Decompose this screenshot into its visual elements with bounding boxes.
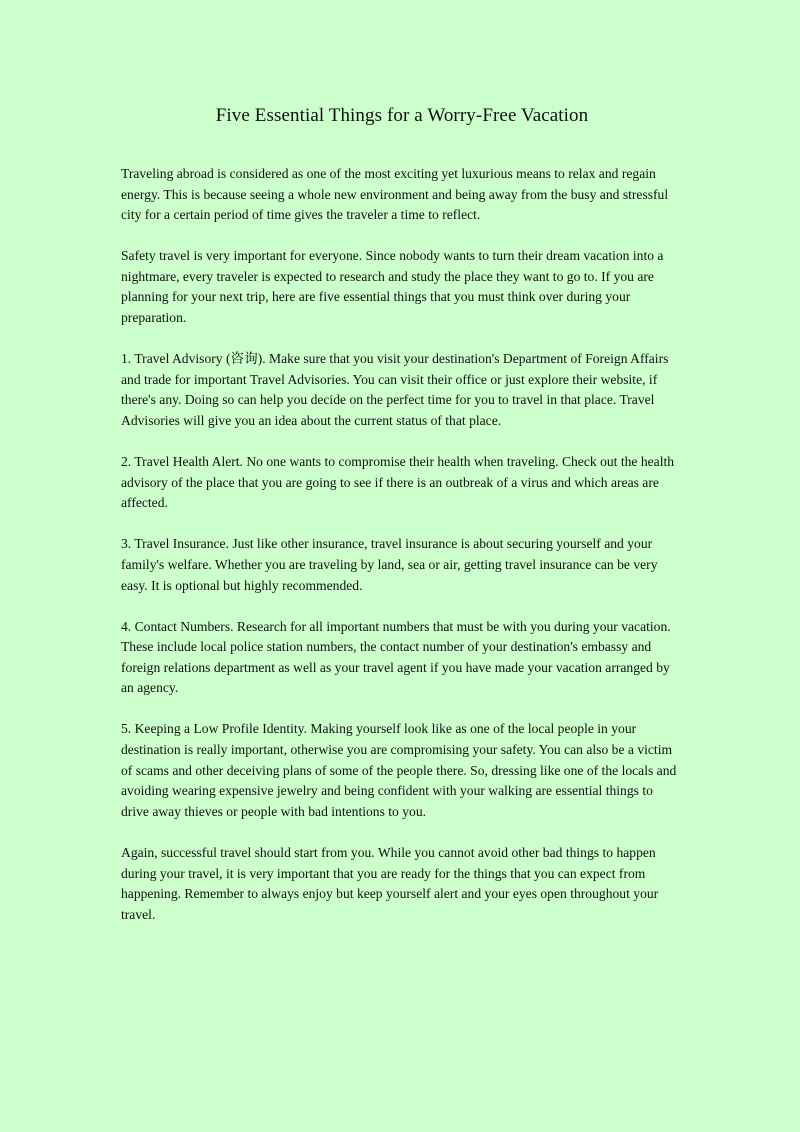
item-travel-insurance: 3. Travel Insurance. Just like other insurance, travel insurance is about securing yourself and your family's welfare. Whether you are traveling by land, sea or air, getting travel insurance can be very easy. It is optional but highly recommended. xyxy=(121,536,658,593)
closing-paragraph: Again, successful travel should start from you. While you cannot avoid other bad things to happen during your travel, it is very important that you are ready for the things that you can expect from happening. Remember to always enjoy but keep yourself alert and your eyes open throughout your travel. xyxy=(121,844,659,922)
intro-paragraph: Traveling abroad is considered as one of the most exciting yet luxurious means to relax and regain energy. This is because seeing a whole new environment and being away from the busy and stressful city for a certain period of time gives the traveler a time to reflect. xyxy=(121,166,669,223)
item-low-profile-identity: 5. Keeping a Low Profile Identity. Making yourself look like as one of the local people in your destination is really important, otherwise you are compromising your safety. You can also be a victim of scams and other deceiving plans of some of the people there. So, dressing like one of the locals and avoiding wearing expensive jewelry and being confident with your walking are essential things to drive away thieves or people with bad intentions to you. xyxy=(121,721,677,819)
item-travel-advisory: 1. Travel Advisory (咨询). Make sure that you visit your destination's Department of Foreign Affairs and trade for important Travel Advisories. You can visit their office or just explore their website, if there's any. Doing so can help you decide on the perfect time for you to travel in that place. Travel Advisories will give you an idea about the current status of that place. xyxy=(121,351,669,428)
safety-paragraph: Safety travel is very important for everyone. Since nobody wants to turn their dream vacation into a nightmare, every traveler is expected to research and study the place they want to go to. If you are planning for your next trip, here are five essential things that you must think over during your preparation. xyxy=(121,248,664,326)
item-contact-numbers: 4. Contact Numbers. Research for all important numbers that must be with you during your vacation. These include local police station numbers, the contact number of your destination's embassy and foreign relations department as well as your travel agent if you have made your vacation arranged by an agency. xyxy=(121,618,671,696)
document-title: Five Essential Things for a Worry-Free Vacation xyxy=(215,105,589,126)
item-travel-health-alert: 2. Travel Health Alert. No one wants to compromise their health when traveling. Check out the health advisory of the place that you are going to see if there is an outbreak of a virus and which areas are affected. xyxy=(121,454,675,511)
